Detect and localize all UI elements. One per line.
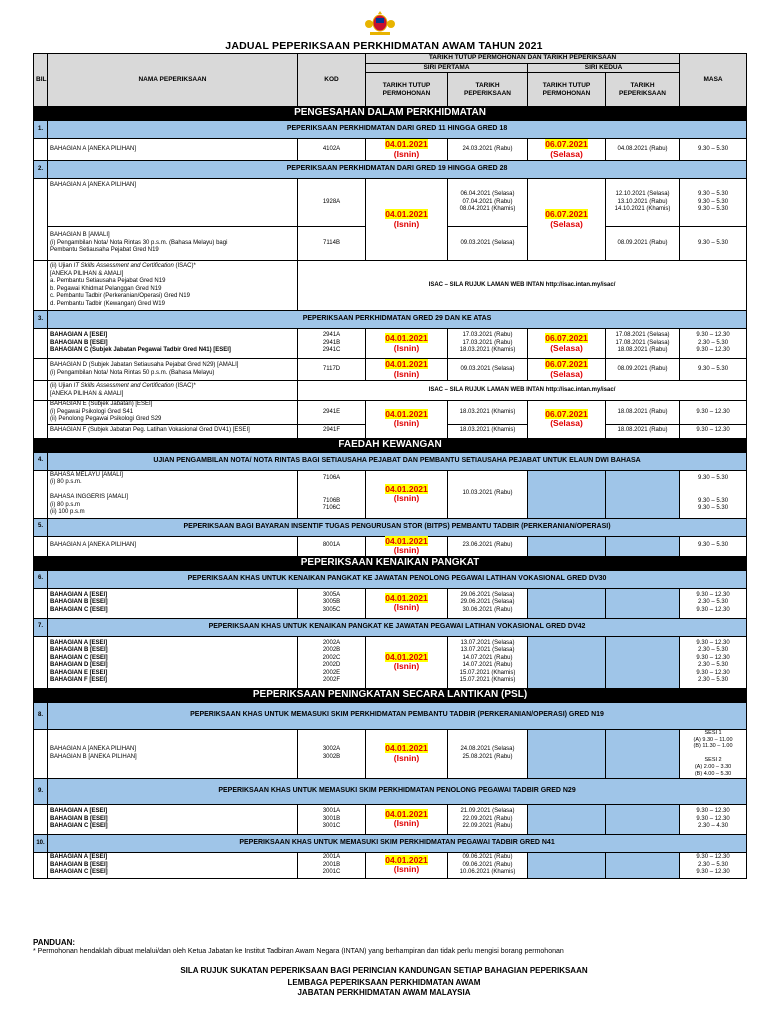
header-kod: KOD xyxy=(298,54,366,107)
exam-code: 2941E xyxy=(298,401,366,425)
header-bil: BIL. xyxy=(34,54,48,107)
exam-bil: 2. xyxy=(34,161,48,179)
exam-date-1: 09.03.2021 (Selasa) xyxy=(448,227,528,261)
exam-title: PEPERIKSAAN KHAS UNTUK MEMASUKI SKIM PERKHIDMATAN PEMBANTU TADBIR (PERKERANIAN/OPERASI) GRED N19 xyxy=(48,702,747,729)
panduan-note: * Permohonan hendaklah dibuat melalui/dan oleh Ketua Jabatan ke Institut Tadbiran Awam Negara (INTAN) yang berhampiran dan tidak perlu mengisi borang permohonan xyxy=(33,948,564,955)
exam-part: BAHAGIAN A [ESEI] BAHAGIAN B [ESEI] BAHAGIAN C [ESEI] xyxy=(48,804,298,834)
exam-bil: 10. xyxy=(34,834,48,852)
exam-part: BAHAGIAN A [ANEKA PILIHAN] xyxy=(48,536,298,556)
exam-time: 9.30 – 12.30 9.30 – 12.30 2.30 – 4.30 xyxy=(680,804,747,834)
exam-date-1: 23.06.2021 (Rabu) xyxy=(448,536,528,556)
exam-date-2: 04.08.2021 (Rabu) xyxy=(606,139,680,161)
exam-title: PEPERIKSAAN KHAS UNTUK MEMASUKI SKIM PERKHIDMATAN PENOLONG PEGAWAI TADBIR GRED N29 xyxy=(48,778,747,804)
header-tutup-1: TARIKH TUTUP PERMOHONAN xyxy=(366,73,448,107)
header-masa: MASA xyxy=(680,54,747,107)
closing-date-1: 04.01.2021 (Isnin) xyxy=(366,536,448,556)
exam-date-2: 18.08.2021 (Rabu) xyxy=(606,424,680,438)
exam-time: SESI 1 (A) 9.30 – 11.00 (B) 11.30 – 1.00 SESI 2 (A) 2.00 – 3.30 (B) 4.00 – 5.30 xyxy=(680,729,747,778)
exam-date-2: 17.08.2021 (Selasa) 17.08.2021 (Selasa) 18.08.2021 (Rabu) xyxy=(606,329,680,359)
exam-part: BAHAGIAN A [ESEI] BAHAGIAN B [ESEI] BAHAGIAN C (Subjek Jabatan Pegawai Tadbir Gred N41) [ESEI] xyxy=(48,329,298,359)
exam-date-1: 06.04.2021 (Selasa) 07.04.2021 (Rabu) 08.04.2021 (Khamis) xyxy=(448,179,528,227)
exam-date-1: 09.06.2021 (Rabu) 09.06.2021 (Rabu) 10.06.2021 (Khamis) xyxy=(448,852,528,878)
exam-bil: 4. xyxy=(34,452,48,470)
exam-code: 4102A xyxy=(298,139,366,161)
footer-org-2: JABATAN PERKHIDMATAN AWAM MALAYSIA xyxy=(297,988,471,997)
exam-code: 8001A xyxy=(298,536,366,556)
closing-date-1: 04.01.2021 (Isnin) xyxy=(366,359,448,381)
exam-title: PEPERIKSAAN BAGI BAYARAN INSENTIF TUGAS PENGURUSAN STOR (BITPS) PEMBANTU TADBIR (PERKERANIAN/OPERASI) xyxy=(48,518,747,536)
closing-date-1: 04.01.2021 (Isnin) xyxy=(366,139,448,161)
exam-bil: 5. xyxy=(34,518,48,536)
exam-time: 9.30 – 5.30 xyxy=(680,536,747,556)
exam-bil: 1. xyxy=(34,121,48,139)
exam-date-1: 21.09.2021 (Selasa) 22.09.2021 (Rabu) 22.09.2021 (Rabu) xyxy=(448,804,528,834)
exam-date-1: 09.03.2021 (Selasa) xyxy=(448,359,528,381)
exam-code: 7106A 7106B 7106C xyxy=(298,470,366,518)
header-nama: NAMA PEPERIKSAAN xyxy=(48,54,298,107)
exam-code: 3002A 3002B xyxy=(298,729,366,778)
exam-time: 9.30 – 5.30 9.30 – 5.30 9.30 – 5.30 xyxy=(680,179,747,227)
document-title: JADUAL PEPERIKSAAN PERKHIDMATAN AWAM TAHUN 2021 xyxy=(225,40,543,52)
exam-bil: 7. xyxy=(34,618,48,636)
exam-date-2: 12.10.2021 (Selasa) 13.10.2021 (Rabu) 14.10.2021 (Khamis) xyxy=(606,179,680,227)
exam-time: 9.30 – 5.30 xyxy=(680,227,747,261)
exam-date-1: 29.06.2021 (Selasa) 29.06.2021 (Selasa) 30.06.2021 (Rabu) xyxy=(448,588,528,618)
isac-test: (ii) Ujian IT Skills Assessment and Certification (ISAC)* [ANEKA PILIHAN & AMALI] xyxy=(48,381,298,401)
exam-date-1: 13.07.2021 (Selasa) 13.07.2021 (Selasa) 14.07.2021 (Rabu) 14.07.2021 (Rabu) 15.07.2021 (Khamis) 15.07.2021 (Khamis) xyxy=(448,636,528,688)
closing-date-1: 04.01.2021 (Isnin) xyxy=(366,401,448,439)
closing-date-2: 06.07.2021 (Selasa) xyxy=(528,359,606,381)
exam-part: BAHAGIAN F (Subjek Jabatan Peg. Latihan Vokasional Gred DV41) [ESEI] xyxy=(48,424,298,438)
header-siri-kedua: SIRI KEDUA xyxy=(528,64,680,73)
exam-part: BAHAGIAN A [ESEI] BAHAGIAN B [ESEI] BAHAGIAN C [ESEI] xyxy=(48,852,298,878)
exam-part: BAHAGIAN A [ESEI] BAHAGIAN B [ESEI] BAHAGIAN C [ESEI] BAHAGIAN D [ESEI] BAHAGIAN E [ESEI] BAHAGIAN F [ESEI] xyxy=(48,636,298,688)
exam-date-2: 18.08.2021 (Rabu) xyxy=(606,401,680,425)
exam-code: 2941A 2941B 2941C xyxy=(298,329,366,359)
closing-date-2: 06.07.2021 (Selasa) xyxy=(528,139,606,161)
exam-part: BAHASA MELAYU [AMALI] (i) 80 p.s.m. BAHASA INGGERIS [AMALI] (i) 80 p.s.m (ii) 100 p.s.m xyxy=(48,470,298,518)
exam-title: PEPERIKSAAN KHAS UNTUK KENAIKAN PANGKAT KE JAWATAN PENOLONG PEGAWAI LATIHAN VOKASIONAL GRED DV30 xyxy=(48,570,747,588)
exam-code: 2941F xyxy=(298,424,366,438)
exam-bil: 8. xyxy=(34,702,48,729)
exam-title: PEPERIKSAAN PERKHIDMATAN DARI GRED 11 HINGGA GRED 18 xyxy=(48,121,747,139)
section-psl: PEPERIKSAAN PENINGKATAN SECARA LANTIKAN (PSL) xyxy=(34,688,747,702)
exam-part: BAHAGIAN A [ANEKA PILIHAN] xyxy=(48,139,298,161)
exam-title: PEPERIKSAAN KHAS UNTUK KENAIKAN PANGKAT KE JAWATAN PEGAWAI LATIHAN VOKASIONAL GRED DV42 xyxy=(48,618,747,636)
closing-date-2: 06.07.2021 (Selasa) xyxy=(528,329,606,359)
closing-date-2: 06.07.2021 (Selasa) xyxy=(528,401,606,439)
exam-time: 9.30 – 5.30 xyxy=(680,139,747,161)
exam-code: 1928A xyxy=(298,179,366,227)
exam-date-1: 24.03.2021 (Rabu) xyxy=(448,139,528,161)
rujuk-sukatan: SILA RUJUK SUKATAN PEPERIKSAAN BAGI PERINCIAN KANDUNGAN SETIAP BAHAGIAN PEPERIKSAAN xyxy=(180,966,588,975)
exam-code: 3005A 3005B 3005C xyxy=(298,588,366,618)
exam-time: 9.30 – 12.30 xyxy=(680,424,747,438)
isac-note: ISAC – SILA RUJUK LAMAN WEB INTAN http://isac.intan.my/isac/ xyxy=(298,381,747,401)
exam-code: 7117D xyxy=(298,359,366,381)
exam-date-1: 18.03.2021 (Khamis) xyxy=(448,424,528,438)
closing-date-1: 04.01.2021 (Isnin) xyxy=(366,179,448,261)
exam-time: 9.30 – 12.30 2.30 – 5.30 9.30 – 12.30 xyxy=(680,852,747,878)
exam-title: PEPERIKSAAN KHAS UNTUK MEMASUKI SKIM PERKHIDMATAN PEGAWAI TADBIR GRED N41 xyxy=(48,834,747,852)
section-faedah-kewangan: FAEDAH KEWANGAN xyxy=(34,438,747,452)
exam-title: PEPERIKSAAN PERKHIDMATAN DARI GRED 19 HINGGA GRED 28 xyxy=(48,161,747,179)
header-tarikh-tutup: TARIKH TUTUP PERMOHONAN DAN TARIKH PEPERIKSAAN xyxy=(366,54,680,64)
exam-part: BAHAGIAN A [ANEKA PILIHAN] xyxy=(48,179,298,227)
exam-part: BAHAGIAN B [AMALI] (i) Pengambilan Nota/ Nota Rintas 30 p.s.m. (Bahasa Melayu) bagi Pembantu Setiausaha Pejabat Gred N19 xyxy=(48,227,298,261)
closing-date-1: 04.01.2021 (Isnin) xyxy=(366,470,448,518)
exam-date-1: 10.03.2021 (Rabu) xyxy=(448,470,528,518)
footer-org-1: LEMBAGA PEPERIKSAAN PERKHIDMATAN AWAM xyxy=(287,978,481,987)
exam-date-2: 08.09.2021 (Rabu) xyxy=(606,227,680,261)
malaysia-coat-of-arms-icon xyxy=(360,10,400,36)
exam-title: UJIAN PENGAMBILAN NOTA/ NOTA RINTAS BAGI SETIAUSAHA PEJABAT DAN PEMBANTU SETIAUSAHA PEJABAT UNTUK ELAUN DWI BAHASA xyxy=(48,452,747,470)
exam-code: 2001A 2001B 2001C xyxy=(298,852,366,878)
exam-bil: 3. xyxy=(34,311,48,329)
exam-code: 7114B xyxy=(298,227,366,261)
exam-date-1: 17.03.2021 (Rabu) 17.03.2021 (Rabu) 18.03.2021 (Khamis) xyxy=(448,329,528,359)
exam-date-1: 18.03.2021 (Khamis) xyxy=(448,401,528,425)
closing-date-1: 04.01.2021 (Isnin) xyxy=(366,588,448,618)
exam-part: BAHAGIAN A [ANEKA PILIHAN] BAHAGIAN B [ANEKA PILIHAN] xyxy=(48,729,298,778)
exam-time: 9.30 – 5.30 9.30 – 5.30 9.30 – 5.30 xyxy=(680,470,747,518)
exam-part: BAHAGIAN A [ESEI] BAHAGIAN B [ESEI] BAHAGIAN C [ESEI] xyxy=(48,588,298,618)
exam-time: 9.30 – 12.30 2.30 – 5.30 9.30 – 12.30 xyxy=(680,588,747,618)
exam-code: 2002A 2002B 2002C 2002D 2002E 2002F xyxy=(298,636,366,688)
panduan-label: PANDUAN: xyxy=(33,938,76,947)
header-periksa-1: TARIKH PEPERIKSAAN xyxy=(448,73,528,107)
closing-date-1: 04.01.2021 (Isnin) xyxy=(366,329,448,359)
exam-code: 3001A 3001B 3001C xyxy=(298,804,366,834)
closing-date-1: 04.01.2021 (Isnin) xyxy=(366,804,448,834)
exam-time: 9.30 – 12.30 xyxy=(680,401,747,425)
exam-title: PEPERIKSAAN PERKHIDMATAN GRED 29 DAN KE ATAS xyxy=(48,311,747,329)
header-periksa-2: TARIKH PEPERIKSAAN xyxy=(606,73,680,107)
header-tutup-2: TARIKH TUTUP PERMOHONAN xyxy=(528,73,606,107)
exam-time: 9.30 – 12.30 2.30 – 5.30 9.30 – 12.30 2.30 – 5.30 9.30 – 12.30 2.30 – 5.30 xyxy=(680,636,747,688)
exam-time: 9.30 – 5.30 xyxy=(680,359,747,381)
exam-part: BAHAGIAN D (Subjek Jabatan Setiausaha Pejabat Gred N29) [AMALI] (i) Pengambilan Nota/ Nota Rintas 50 p.s.m. (Bahasa Melayu) xyxy=(48,359,298,381)
isac-note: ISAC – SILA RUJUK LAMAN WEB INTAN http://isac.intan.my/isac/ xyxy=(298,261,747,311)
exam-bil: 6. xyxy=(34,570,48,588)
header-siri-pertama: SIRI PERTAMA xyxy=(366,64,528,73)
exam-schedule-table xyxy=(33,53,747,879)
exam-time: 9.30 – 12.30 2.30 – 5.30 9.30 – 12.30 xyxy=(680,329,747,359)
closing-date-1: 04.01.2021 (Isnin) xyxy=(366,636,448,688)
closing-date-2: 06.07.2021 (Selasa) xyxy=(528,179,606,261)
closing-date-1: 04.01.2021 (Isnin) xyxy=(366,852,448,878)
closing-date-1: 04.01.2021 (Isnin) xyxy=(366,729,448,778)
exam-part: BAHAGIAN E (Subjek Jabatan) [ESEI] (i) Pegawai Psikologi Gred S41 (ii) Penolong Pegawai Psikologi Gred S29 xyxy=(48,401,298,425)
isac-test: (ii) Ujian IT Skills Assessment and Certification (ISAC)* [ANEKA PILIHAN & AMALI] a. Pembantu Setiausaha Pejabat Gred N19 b. Pegawai Khidmat Pelanggan Gred N19 c. Pembantu Tadbir (Perkeranian/Operasi) Gred N19 d. Pembantu Tadbir (Kewangan) Gred W19 xyxy=(48,261,298,311)
exam-date-2: 08.09.2021 (Rabu) xyxy=(606,359,680,381)
section-pengesahan: PENGESAHAN DALAM PERKHIDMATAN xyxy=(34,107,747,121)
exam-date-1: 24.08.2021 (Selasa) 25.08.2021 (Rabu) xyxy=(448,729,528,778)
exam-bil: 9. xyxy=(34,778,48,804)
section-kenaikan-pangkat: PEPERIKSAAN KENAIKAN PANGKAT xyxy=(34,556,747,570)
